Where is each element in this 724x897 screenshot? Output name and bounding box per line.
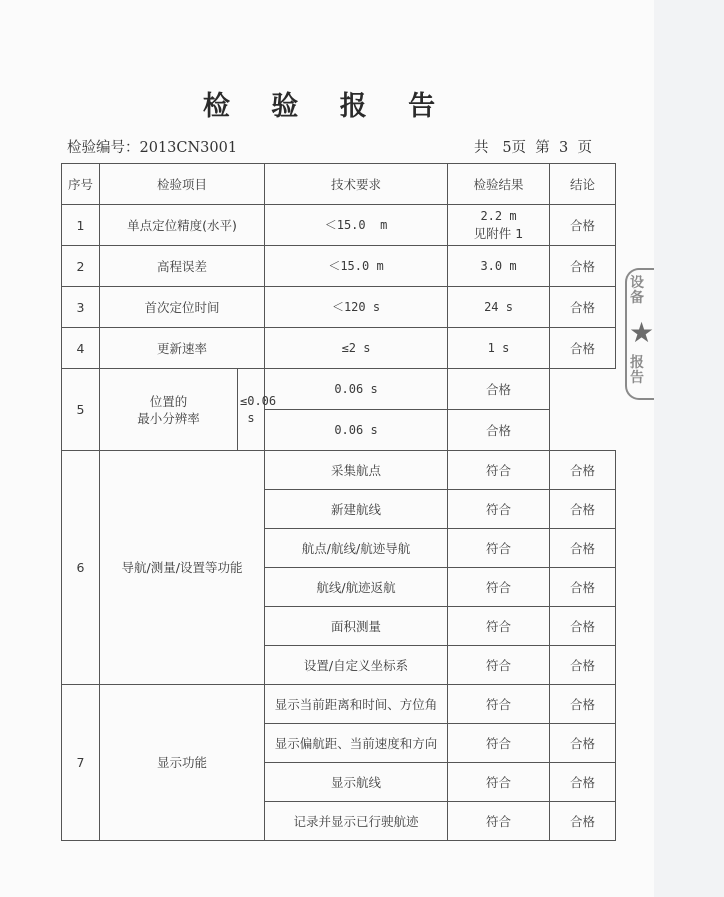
table-row [62,287,616,328]
conclusion-cell: 合格 [550,646,616,685]
header-result: 检验结果 [448,164,550,205]
page-indicator [474,136,592,157]
result-value: 2.2 m [480,209,517,223]
header-item: 检验项目 [100,164,265,205]
seq-cell: 1 [62,205,100,246]
requirement-cell: 设置/自定义坐标系 [265,646,448,685]
requirement-cell: 显示航线 [265,763,448,802]
requirement-cell: 记录并显示已行驶航迹 [265,802,448,841]
conclusion-cell: 合格 [448,369,550,410]
item-cell: 导航/测量/设置等功能 [100,451,265,685]
inspection-table [61,163,616,841]
header-seq: 序号 [62,164,100,205]
result-cell: 符合 [448,685,550,724]
conclusion-cell: 合格 [550,685,616,724]
table-row [62,451,616,490]
result-cell: 符合 [448,724,550,763]
seq-cell: 2 [62,246,100,287]
result-cell: 0.06 s [265,410,448,451]
header-conclusion: 结论 [550,164,616,205]
seq-cell: 3 [62,287,100,328]
stamp-text-top: 设备 [630,275,644,306]
item-line: 最小分辨率 [137,410,200,426]
conclusion-cell: 合格 [550,763,616,802]
seq-cell: 5 [62,369,100,451]
result-cell: 24 s [448,287,550,328]
result-cell: 符合 [448,529,550,568]
requirement-cell: ≤0.06 s [238,369,265,451]
item-line: 位置的 [149,393,188,409]
page-total-label: 共 [474,140,489,156]
viewer-background [654,0,724,897]
requirement-cell: 面积测量 [265,607,448,646]
seq-cell: 6 [62,451,100,685]
result-cell: 符合 [448,568,550,607]
item-cell: 高程误差 [100,246,265,287]
conclusion-cell: 合格 [550,490,616,529]
table-row [62,685,616,724]
stamp-text-bottom: 报告 [630,355,644,386]
result-cell: 1 s [448,328,550,369]
conclusion-cell: 合格 [550,287,616,328]
seq-cell: 4 [62,328,100,369]
result-note: 见附件 1 [473,226,524,241]
conclusion-cell: 合格 [550,451,616,490]
page-current-label: 第 [535,140,550,156]
page-current-num: 3 [559,140,569,156]
item-cell: 首次定位时间 [100,287,265,328]
item-cell: 单点定位精度(水平) [100,205,265,246]
item-cell [100,369,238,451]
result-cell: 符合 [448,451,550,490]
conclusion-cell: 合格 [550,802,616,841]
result-cell: 3.0 m [448,246,550,287]
conclusion-cell: 合格 [550,724,616,763]
page-title: 检 验 报 告 [202,91,452,122]
result-cell: 符合 [448,763,550,802]
report-number: 检验编号：2013CN3001 [67,140,238,156]
table-row [62,246,616,287]
item-cell: 显示功能 [100,685,265,841]
conclusion-cell: 合格 [550,205,616,246]
page-total-num: 5页 [502,140,527,156]
requirement-cell: 显示当前距离和时间、方位角 [265,685,448,724]
table-row [62,328,616,369]
result-cell [448,205,550,246]
seq-cell: 7 [62,685,100,841]
requirement-cell: 航点/航线/航迹导航 [265,529,448,568]
header-requirement: 技术要求 [265,164,448,205]
table-header-row [62,164,616,205]
requirement-cell: ＜15.0 m [265,205,448,246]
page-unit: 页 [577,140,592,156]
table-row [62,205,616,246]
conclusion-cell: 合格 [550,568,616,607]
conclusion-cell: 合格 [550,246,616,287]
requirement-cell: 航线/航迹返航 [265,568,448,607]
requirement-cell: ＜15.0 m [265,246,448,287]
requirement-cell: 新建航线 [265,490,448,529]
conclusion-cell: 合格 [550,328,616,369]
official-seal-stamp [625,268,657,400]
item-cell: 更新速率 [100,328,265,369]
conclusion-cell: 合格 [448,410,550,451]
requirement-cell: 采集航点 [265,451,448,490]
requirement-cell: 显示偏航距、当前速度和方向 [265,724,448,763]
result-cell: 符合 [448,607,550,646]
requirement-cell: ≤2 s [265,328,448,369]
conclusion-cell: 合格 [550,529,616,568]
requirement-cell: ＜120 s [265,287,448,328]
star-icon: ★ [629,316,655,349]
result-cell: 符合 [448,802,550,841]
result-cell: 符合 [448,490,550,529]
result-cell: 0.06 s [265,369,448,410]
table-row [62,369,616,410]
conclusion-cell: 合格 [550,607,616,646]
result-cell: 符合 [448,646,550,685]
